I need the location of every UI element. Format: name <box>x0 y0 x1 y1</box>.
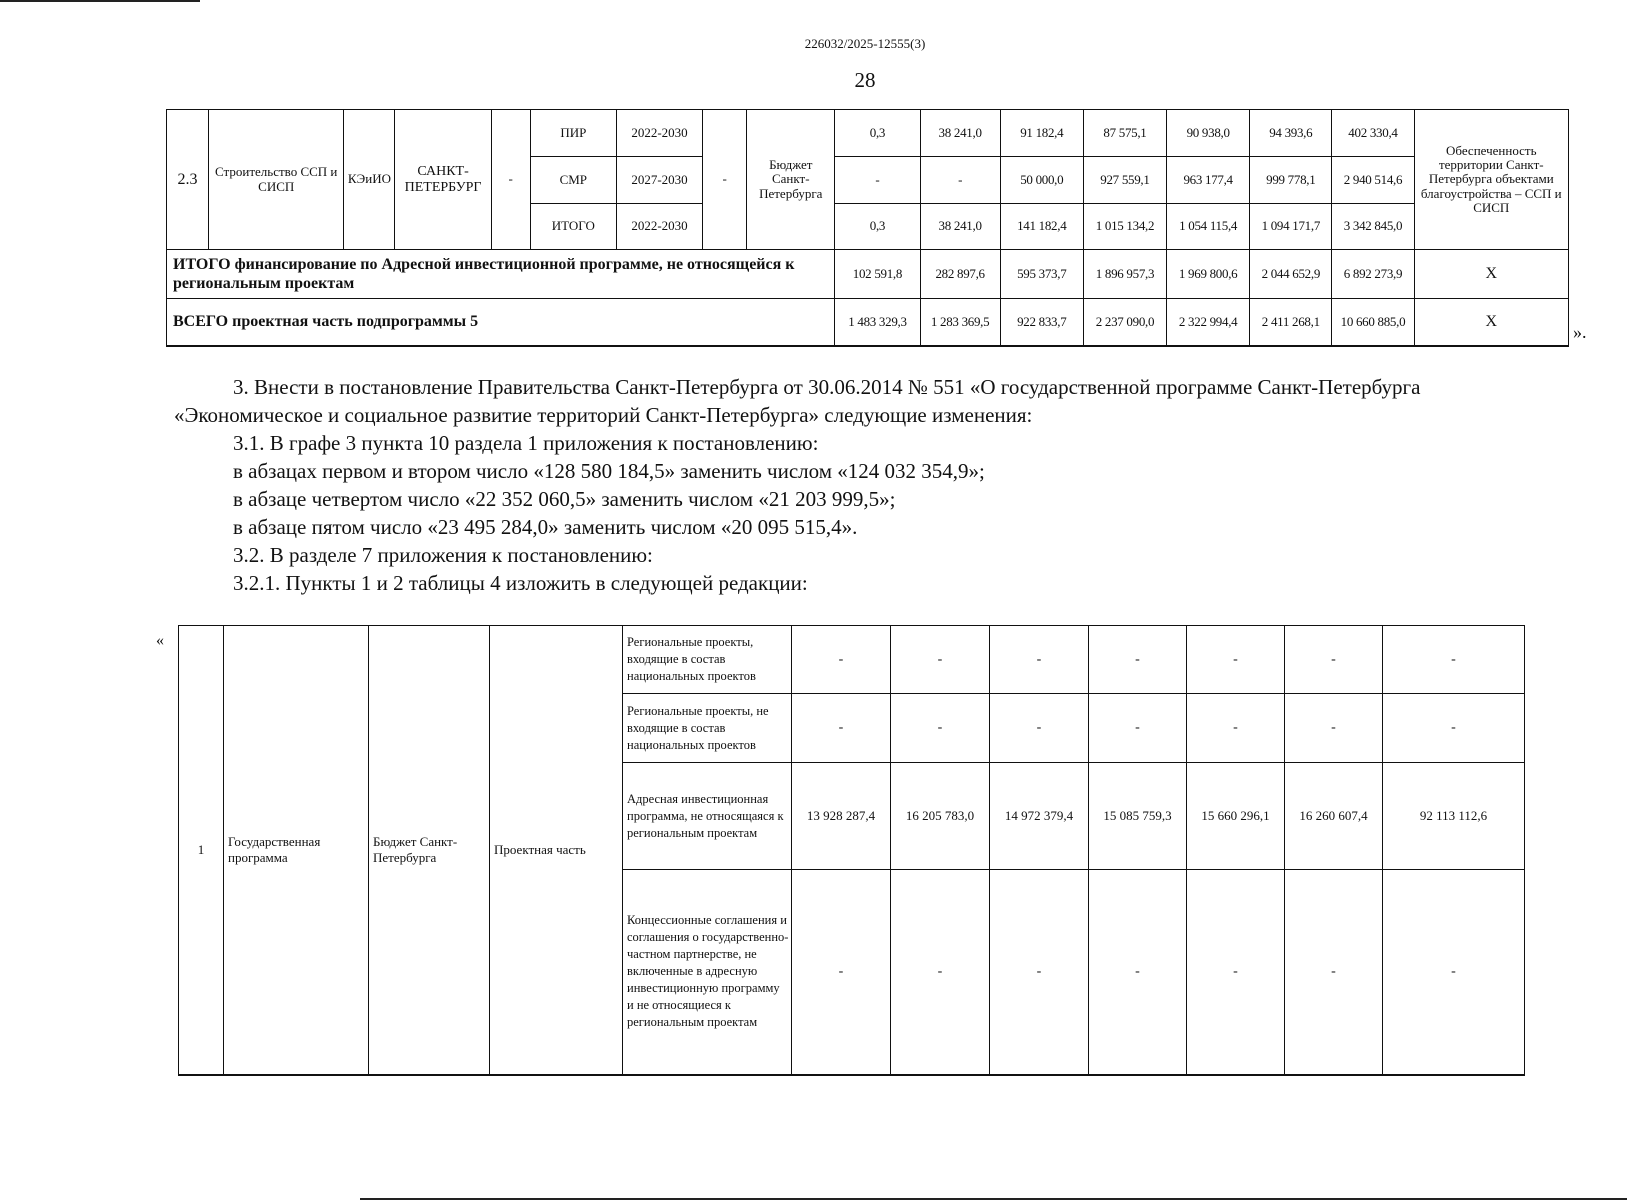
value-cell: 595 373,7 <box>1000 250 1083 299</box>
closing-quote: ». <box>1573 322 1587 342</box>
paragraph: в абзаце пятом число «23 495 284,0» заменить числом «20 095 515,4». <box>233 515 858 539</box>
program-type: Государственная программа <box>224 626 369 1075</box>
value-cell: 927 559,1 <box>1083 157 1166 204</box>
executor: КЭиИО <box>344 110 395 250</box>
document-id: 226032/2025-12555(3) <box>804 36 926 51</box>
value-cell: 10 660 885,0 <box>1332 299 1414 346</box>
value-cell: 91 182,4 <box>1000 110 1083 157</box>
value-cell: 963 177,4 <box>1167 157 1250 204</box>
value-cell: 282 897,6 <box>920 250 1000 299</box>
location: САНКТ-ПЕТЕРБУРГ <box>395 110 491 250</box>
period: 2022-2030 <box>616 110 702 157</box>
period: 2022-2030 <box>616 204 702 250</box>
value-cell: 38 241,0 <box>920 110 1000 157</box>
value-cell: 15 660 296,1 <box>1187 763 1285 870</box>
paragraph: 3.2. В разделе 7 приложения к постановлению: <box>233 543 653 567</box>
row-description: Региональные проекты, не входящие в состав национальных проектов <box>623 694 792 763</box>
value-cell: 16 260 607,4 <box>1285 763 1383 870</box>
value-cell: 3 342 845,0 <box>1332 204 1414 250</box>
paragraph: 3. Внести в постановление Правительства Санкт-Петербурга от 30.06.2014 № 551 «О государственной программе Санкт-Петербурга <box>233 375 1421 399</box>
row-description: Концессионные соглашения и соглашения о государственно-частном партнерстве, не включенные в адресную инвестиционную программу и не относящиеся к региональным проектам <box>623 870 792 1075</box>
value-cell: - <box>1187 626 1285 694</box>
value-cell: 92 113 112,6 <box>1383 763 1525 870</box>
value-cell: - <box>792 626 891 694</box>
stage: ПИР <box>530 110 616 157</box>
value-cell: 87 575,1 <box>1083 110 1166 157</box>
value-cell: - <box>990 870 1089 1075</box>
value-cell: 16 205 783,0 <box>891 763 990 870</box>
value-cell: 2 237 090,0 <box>1083 299 1166 346</box>
value-cell: - <box>1089 870 1187 1075</box>
value-cell: - <box>891 870 990 1075</box>
period: 2027-2030 <box>616 157 702 204</box>
dash-cell: - <box>703 110 747 250</box>
paragraph: в абзацах первом и втором число «128 580 184,5» заменить числом «124 032 354,9»; <box>233 459 985 483</box>
paragraph: 3.1. В графе 3 пункта 10 раздела 1 приложения к постановлению: <box>233 431 819 455</box>
row-number: 1 <box>179 626 224 1075</box>
row-description: Адресная инвестиционная программа, не относящаяся к региональным проектам <box>623 763 792 870</box>
value-cell: 1 283 369,5 <box>920 299 1000 346</box>
value-cell: 1 094 171,7 <box>1250 204 1332 250</box>
table-row <box>167 110 1569 157</box>
value-cell: - <box>792 694 891 763</box>
value-cell: 1 483 329,3 <box>835 299 920 346</box>
value-cell: - <box>1285 694 1383 763</box>
subprogram-table <box>166 109 1569 347</box>
program-table <box>178 625 1525 1076</box>
funding-source: Бюджет Санкт-Петербурга <box>747 110 835 250</box>
total-label: ИТОГО финансирование по Адресной инвестиционной программе, не относящейся к региональным проектам <box>167 250 835 299</box>
object-name: Строительство ССП и СИСП <box>209 110 344 250</box>
row-description: Региональные проекты, входящие в состав национальных проектов <box>623 626 792 694</box>
dash-cell: - <box>491 110 530 250</box>
value-cell: 50 000,0 <box>1000 157 1083 204</box>
value-cell: - <box>1383 694 1525 763</box>
value-cell: - <box>1383 626 1525 694</box>
result-mark: Х <box>1414 299 1568 346</box>
value-cell: - <box>1285 626 1383 694</box>
value-cell: 15 085 759,3 <box>1089 763 1187 870</box>
value-cell: - <box>1187 694 1285 763</box>
stage: СМР <box>530 157 616 204</box>
row-number: 2.3 <box>167 110 209 250</box>
value-cell: 13 928 287,4 <box>792 763 891 870</box>
program-part: Проектная часть <box>490 626 623 1075</box>
value-cell: - <box>1187 870 1285 1075</box>
value-cell: 402 330,4 <box>1332 110 1414 157</box>
scan-edge-top <box>0 0 200 2</box>
value-cell: 1 054 115,4 <box>1167 204 1250 250</box>
paragraph: в абзаце четвертом число «22 352 060,5» заменить числом «21 203 999,5»; <box>233 487 896 511</box>
value-cell: 0,3 <box>835 204 920 250</box>
value-cell: 2 322 994,4 <box>1167 299 1250 346</box>
total-row <box>167 250 1569 299</box>
value-cell: 0,3 <box>835 110 920 157</box>
value-cell: - <box>891 694 990 763</box>
stage: ИТОГО <box>530 204 616 250</box>
value-cell: 141 182,4 <box>1000 204 1083 250</box>
value-cell: 38 241,0 <box>920 204 1000 250</box>
value-cell: 2 940 514,6 <box>1332 157 1414 204</box>
value-cell: 999 778,1 <box>1250 157 1332 204</box>
page-number: 28 <box>854 68 876 92</box>
funding-source: Бюджет Санкт-Петербурга <box>369 626 490 1075</box>
value-cell: 1 015 134,2 <box>1083 204 1166 250</box>
value-cell: 6 892 273,9 <box>1332 250 1414 299</box>
paragraph: «Экономическое и социальное развитие территорий Санкт-Петербурга» следующие изменения: <box>174 403 1033 427</box>
value-cell: - <box>920 157 1000 204</box>
value-cell: 90 938,0 <box>1167 110 1250 157</box>
value-cell: - <box>1383 870 1525 1075</box>
paragraph: 3.2.1. Пункты 1 и 2 таблицы 4 изложить в следующей редакции: <box>233 571 808 595</box>
value-cell: - <box>990 626 1089 694</box>
value-cell: - <box>1285 870 1383 1075</box>
value-cell: - <box>990 694 1089 763</box>
value-cell: 102 591,8 <box>835 250 920 299</box>
table-row <box>179 626 1525 694</box>
grand-total-label: ВСЕГО проектная часть подпрограммы 5 <box>167 299 835 346</box>
opening-quote: « <box>156 632 164 649</box>
value-cell: - <box>835 157 920 204</box>
value-cell: - <box>891 626 990 694</box>
result-mark: Х <box>1414 250 1568 299</box>
value-cell: 94 393,6 <box>1250 110 1332 157</box>
expected-result: Обеспеченность территории Санкт-Петербурга объектами благоустройства – ССП и СИСП <box>1414 110 1568 250</box>
value-cell: 1 969 800,6 <box>1167 250 1250 299</box>
value-cell: - <box>792 870 891 1075</box>
value-cell: - <box>1089 694 1187 763</box>
value-cell: 14 972 379,4 <box>990 763 1089 870</box>
value-cell: 2 044 652,9 <box>1250 250 1332 299</box>
value-cell: 2 411 268,1 <box>1250 299 1332 346</box>
value-cell: 1 896 957,3 <box>1083 250 1166 299</box>
grand-total-row <box>167 299 1569 346</box>
value-cell: - <box>1089 626 1187 694</box>
value-cell: 922 833,7 <box>1000 299 1083 346</box>
